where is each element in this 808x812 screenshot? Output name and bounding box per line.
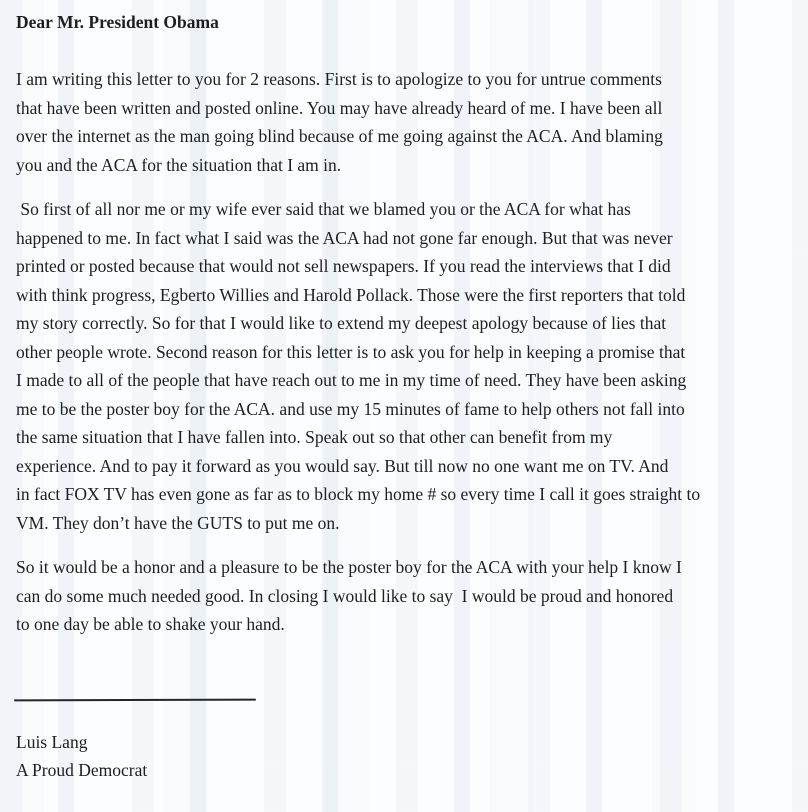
paragraph-line: I am writing this letter to you for 2 reasons. First is to apologize to you for untrue comments — [16, 69, 662, 89]
paragraph-3 — [16, 553, 792, 639]
paragraph-line: you and the ACA for the situation that I am in. — [16, 154, 342, 175]
paragraph-line: VM. They don’t have the GUTS to put me on. — [16, 512, 340, 533]
signature-name: Luis Lang — [16, 731, 88, 752]
paragraph-1 — [16, 65, 792, 179]
paragraph-line: I made to all of the people that have reach out to me in my time of need. They have been asking — [16, 370, 687, 390]
paragraph-line: happened to me. In fact what I said was the ACA had not gone far enough. But that was never — [16, 227, 673, 248]
paragraph-line: that have been written and posted online. You may have already heard of me. I have been all — [16, 97, 663, 118]
paragraph-line: So it would be a honor and a pleasure to be the poster boy for the ACA with your help I know I — [16, 557, 682, 577]
paragraph-line: the same situation that I have fallen into. Speak out so that other can benefit from my — [16, 427, 613, 447]
paragraph-line: printed or posted because that would not sell newspapers. If you read the interviews that I did — [16, 256, 671, 276]
signature-rule — [14, 698, 256, 701]
paragraph-line: can do some much needed good. In closing I would like to say I would be proud and honored — [16, 585, 674, 606]
paragraph-line: my story correctly. So for that I would like to extend my deepest apology because of lies that — [16, 313, 667, 333]
salutation: Dear Mr. President Obama — [16, 12, 219, 32]
signature-title: A Proud Democrat — [16, 760, 148, 780]
paragraph-line: other people wrote. Second reason for this letter is to ask you for help in keeping a promise that — [16, 341, 686, 362]
paragraph-line: me to be the poster boy for the ACA. and use my 15 minutes of fame to help others not fall into — [16, 398, 685, 419]
paragraph-line: with think progress, Egberto Willies and Harold Pollack. Those were the first reporters that told — [16, 284, 686, 305]
paragraph-line: over the internet as the man going blind because of me going against the ACA. And blaming — [16, 126, 663, 146]
paragraph-line: to one day be able to shake your hand. — [16, 614, 285, 634]
paragraph-line: in fact FOX TV has even gone as far as to block my home # so every time I call it goes straight to — [16, 484, 701, 504]
paragraph-line: So first of all nor me or my wife ever said that we blamed you or the ACA for what has — [16, 199, 631, 219]
paragraph-2 — [16, 195, 792, 537]
paragraph-line: experience. And to pay it forward as you would say. But till now no one want me on TV. And — [16, 455, 669, 476]
